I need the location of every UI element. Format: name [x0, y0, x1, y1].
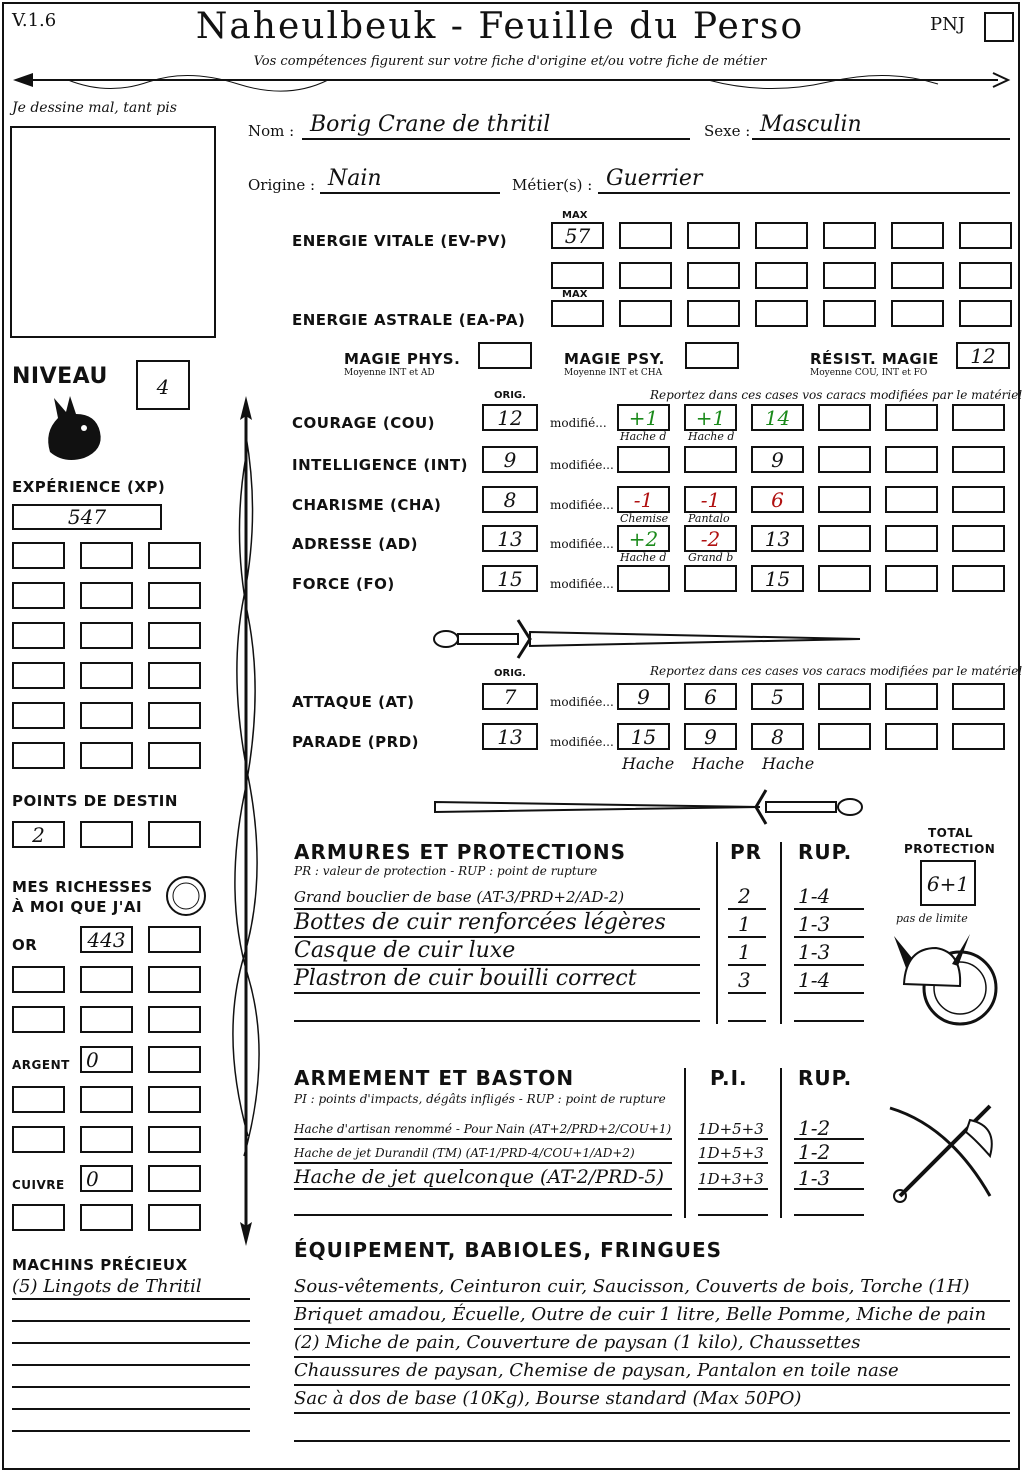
ea-row-box-1[interactable]	[551, 300, 604, 327]
precious-line	[12, 1364, 250, 1388]
stat-cha-box-3[interactable]	[751, 486, 804, 513]
stat-cou-box-6[interactable]	[952, 404, 1005, 431]
pnj-checkbox[interactable]	[984, 12, 1014, 42]
stat-int-box-6[interactable]	[952, 446, 1005, 473]
stat-int-orig: 9	[503, 448, 517, 472]
level-label: NIVEAU	[12, 364, 108, 389]
armor-title: ARMURES ET PROTECTIONS	[294, 840, 626, 864]
weapons-pi-header: P.I.	[710, 1066, 748, 1090]
job-value[interactable]: Guerrier	[606, 166, 703, 191]
stat-cou-orig-box[interactable]	[482, 404, 538, 431]
or-grid-box[interactable]	[80, 1006, 133, 1033]
xp-label: EXPÉRIENCE (XP)	[12, 478, 166, 496]
xp-grid-box[interactable]	[80, 662, 133, 689]
xp-grid-box[interactable]	[80, 622, 133, 649]
stat-fo-orig: 15	[497, 567, 523, 591]
helmet-shield-icon	[890, 928, 1000, 1038]
stat-cha-value-2: -1	[700, 488, 721, 512]
weapon-row-name-1[interactable]: Hache d'artisan renommé - Pour Nain (AT+2/PRD+2/COU+1)	[294, 1122, 672, 1136]
name-value[interactable]: Borig Crane de thritil	[310, 112, 551, 137]
combat-prd-box-1[interactable]	[617, 723, 670, 750]
combat-at-value-3: 5	[771, 685, 784, 709]
stat-cou-label: COURAGE (COU)	[292, 414, 436, 432]
portrait-caption: Je dessine mal, tant pis	[12, 100, 177, 116]
crossed-weapons-icon	[880, 1096, 1006, 1212]
armor-row-name-2[interactable]: Bottes de cuir renforcées légères	[294, 910, 666, 935]
combat-at-orig-box[interactable]	[482, 683, 538, 710]
or-box[interactable]: 443	[80, 926, 133, 953]
combat-at-label: ATTAQUE (AT)	[292, 693, 415, 711]
destiny-label: POINTS DE DESTIN	[12, 792, 178, 810]
stat-int-box-5[interactable]	[885, 446, 938, 473]
stat-ad-value-3: 13	[764, 527, 791, 551]
weapon-line	[294, 1192, 672, 1216]
destiny-box-1[interactable]: 2	[12, 821, 65, 848]
stat-ad-orig: 13	[497, 527, 523, 551]
stat-ad-value-1: +2	[628, 527, 659, 551]
stat-cha-box-4[interactable]	[818, 486, 871, 513]
sword-icon-2	[430, 784, 870, 830]
combat-at-box-1[interactable]	[617, 683, 670, 710]
or-grid-box[interactable]	[148, 1006, 201, 1033]
armor-row-pr-4[interactable]: 3	[738, 968, 751, 992]
equipment-line-2[interactable]: Briquet amadou, Écuelle, Outre de cuir 1 litre, Belle Pomme, Miche de pain	[294, 1304, 987, 1325]
total-label-2: PROTECTION	[904, 842, 996, 856]
ev-row2-box-3[interactable]	[687, 262, 740, 289]
or-box-2[interactable]	[148, 926, 201, 953]
ea-label: ENERGIE ASTRALE (EA-PA)	[292, 311, 526, 329]
xp-grid-box[interactable]	[12, 622, 65, 649]
stat-cha-note-1: Chemise	[620, 512, 669, 525]
xp-grid-box[interactable]	[80, 742, 133, 769]
argent-grid-box[interactable]	[12, 1126, 65, 1153]
precious-label: MACHINS PRÉCIEUX	[12, 1256, 188, 1274]
argent-box[interactable]: 0	[80, 1046, 133, 1073]
weapon-row-pi-2[interactable]: 1D+5+3	[698, 1144, 764, 1162]
stat-ad-label: ADRESSE (AD)	[292, 535, 419, 553]
sheet-title: Naheulbeuk - Feuille du Perso	[195, 6, 805, 47]
xp-grid-box[interactable]	[148, 742, 201, 769]
magic-psy-box[interactable]	[685, 342, 739, 369]
armor-row-pr-1[interactable]: 2	[738, 884, 751, 908]
cuivre-box-5[interactable]	[148, 1204, 201, 1231]
ev-row2-box-7[interactable]	[959, 262, 1012, 289]
stat-ad-box-4[interactable]	[818, 525, 871, 552]
precious-line	[12, 1386, 250, 1410]
destiny-box-2[interactable]	[80, 821, 133, 848]
wealth-label-2: À MOI QUE J'AI	[12, 898, 143, 916]
name-label: Nom :	[248, 122, 295, 140]
armor-row-rup-2[interactable]: 1-3	[798, 912, 831, 936]
combat-prd-label: PARADE (PRD)	[292, 733, 420, 751]
job-label: Métier(s) :	[512, 176, 593, 194]
weapons-title: ARMEMENT ET BASTON	[294, 1066, 575, 1090]
equipment-line	[294, 1416, 1010, 1442]
ea-max-label: MAX	[562, 289, 588, 300]
argent-grid-box[interactable]	[80, 1126, 133, 1153]
armor-row-pr-3[interactable]: 1	[738, 940, 751, 964]
origin-label: Origine :	[248, 176, 316, 194]
weapon-rup-line	[794, 1192, 864, 1216]
cuivre-box-4[interactable]	[80, 1204, 133, 1231]
stat-fo-box-6[interactable]	[952, 565, 1005, 592]
xp-grid-box[interactable]	[148, 702, 201, 729]
armor-row-pr-2[interactable]: 1	[738, 912, 751, 936]
argent-label: ARGENT	[12, 1058, 70, 1072]
ev-row1-box-7[interactable]	[959, 222, 1012, 249]
combat-at-orig: 7	[503, 685, 517, 709]
ev-label: ENERGIE VITALE (EV-PV)	[292, 232, 508, 250]
version-label: V.1.6	[12, 10, 57, 31]
weapon-row-pi-3[interactable]: 1D+3+3	[698, 1170, 764, 1188]
stat-ad-value-2: -2	[700, 527, 721, 551]
cuivre-label: CUIVRE	[12, 1178, 65, 1192]
ev-row1-box-1[interactable]	[551, 222, 604, 249]
combat-at-box-5[interactable]	[885, 683, 938, 710]
stat-ad-note-1: Hache d	[620, 551, 667, 564]
cuivre-box[interactable]: 0	[80, 1165, 133, 1192]
stat-cou-box-3[interactable]	[751, 404, 804, 431]
stat-cou-modif-label: modifié...	[550, 416, 607, 430]
stat-int-box-1[interactable]	[617, 446, 670, 473]
sheet-subtitle: Vos compétences figurent sur votre fiche d'origine et/ou votre fiche de métier	[253, 54, 767, 69]
arrow-divider-icon	[8, 68, 1014, 98]
stat-ad-note-2: Grand b	[688, 551, 734, 564]
ea-row-box-5[interactable]	[823, 300, 876, 327]
orig-label-2: ORIG.	[494, 668, 526, 679]
combat-prd-value-2: 9	[704, 725, 717, 749]
total-protection-box[interactable]: 6+1	[920, 860, 976, 906]
resist-note: Moyenne COU, INT et FO	[810, 368, 928, 378]
stat-fo-orig-box[interactable]	[482, 565, 538, 592]
stat-int-orig-box[interactable]	[482, 446, 538, 473]
stat-cou-orig: 12	[497, 406, 523, 430]
argent-grid-box[interactable]	[80, 1086, 133, 1113]
armor-rup-header: RUP.	[798, 840, 853, 864]
stat-cha-box-1[interactable]	[617, 486, 670, 513]
stat-cou-value-3: 14	[764, 406, 791, 430]
stat-int-box-2[interactable]	[684, 446, 737, 473]
stat-ad-box-6[interactable]	[952, 525, 1005, 552]
precious-line	[12, 1320, 250, 1344]
armor-row-rup-4[interactable]: 1-4	[798, 968, 831, 992]
combat-prd-box-2[interactable]	[684, 723, 737, 750]
ev-row1-box-5[interactable]	[823, 222, 876, 249]
xp-grid-box[interactable]	[12, 582, 65, 609]
stat-cha-box-6[interactable]	[952, 486, 1005, 513]
stat-cou-note-2: Hache d	[688, 430, 735, 443]
precious-line	[12, 1298, 250, 1322]
combat-prd-value-3: 8	[771, 725, 784, 749]
weapon-pi-line	[698, 1192, 768, 1216]
weapon-row-rup-3[interactable]: 1-3	[798, 1166, 831, 1190]
combat-prd-box-4[interactable]	[818, 723, 871, 750]
magic-phys-box[interactable]	[478, 342, 532, 369]
armor-pr-line	[728, 994, 766, 1022]
magic-phys-label: MAGIE PHYS.	[344, 350, 461, 368]
combat-prd-box-5[interactable]	[885, 723, 938, 750]
equipment-title: ÉQUIPEMENT, BABIOLES, FRINGUES	[294, 1238, 723, 1262]
stat-fo-box-3[interactable]	[751, 565, 804, 592]
stat-cha-box-2[interactable]	[684, 486, 737, 513]
ev-row1-box-4[interactable]	[755, 222, 808, 249]
armor-row-name-3[interactable]: Casque de cuir luxe	[294, 938, 516, 963]
argent-grid-box[interactable]	[12, 1086, 65, 1113]
stat-fo-label: FORCE (FO)	[292, 575, 395, 593]
precious-line	[12, 1276, 250, 1300]
coin-icon	[164, 874, 208, 918]
stat-cou-box-2[interactable]	[684, 404, 737, 431]
cuivre-box-2[interactable]	[148, 1165, 201, 1192]
combat-at-value-1: 9	[637, 685, 650, 709]
precious-line	[12, 1408, 250, 1432]
sword-icon	[430, 614, 870, 664]
orig-label: ORIG.	[494, 390, 526, 401]
pnj-label: PNJ	[930, 14, 966, 35]
weapon-note-1: Hache	[622, 754, 675, 773]
ev-row1-box-3[interactable]	[687, 222, 740, 249]
xp-grid-box[interactable]	[80, 582, 133, 609]
precious-line	[12, 1342, 250, 1366]
armor-note: PR : valeur de protection - RUP : point de rupture	[294, 864, 598, 878]
ev-row2-box-2[interactable]	[619, 262, 672, 289]
magic-psy-label: MAGIE PSY.	[564, 350, 665, 368]
xp-grid-box[interactable]	[80, 542, 133, 569]
report-note: Reportez dans ces cases vos caracs modifiées par le matériel	[650, 388, 1023, 402]
combat-at-box-6[interactable]	[952, 683, 1005, 710]
combat-at-box-4[interactable]	[818, 683, 871, 710]
stat-int-modif-label: modifiée...	[550, 458, 614, 472]
cuivre-box-3[interactable]	[12, 1204, 65, 1231]
magic-phys-note: Moyenne INT et AD	[344, 368, 435, 378]
weapons-rup-header: RUP.	[798, 1066, 853, 1090]
spear-icon	[226, 396, 266, 1246]
destiny-box-3[interactable]	[148, 821, 201, 848]
xp-grid-box[interactable]	[12, 662, 65, 689]
stat-cha-note-2: Pantalo	[688, 512, 730, 525]
stat-fo-box-5[interactable]	[885, 565, 938, 592]
stat-cha-orig-box[interactable]	[482, 486, 538, 513]
magic-psy-note: Moyenne INT et CHA	[564, 368, 663, 378]
stat-fo-modif-label: modifiée...	[550, 577, 614, 591]
ea-row-box-7[interactable]	[959, 300, 1012, 327]
armor-rup-line	[794, 994, 864, 1022]
weapon-row-name-2[interactable]: Hache de jet Durandil (TM) (AT-1/PRD-4/COU+1/AD+2)	[294, 1146, 635, 1160]
xp-grid-box[interactable]	[148, 582, 201, 609]
or-grid-box[interactable]	[80, 966, 133, 993]
stat-fo-box-2[interactable]	[684, 565, 737, 592]
origin-value[interactable]: Nain	[328, 166, 382, 191]
stat-fo-box-1[interactable]	[617, 565, 670, 592]
ev-row2-box-6[interactable]	[891, 262, 944, 289]
stat-fo-value-3: 15	[764, 567, 791, 591]
stat-int-box-4[interactable]	[818, 446, 871, 473]
weapon-row-rup-1[interactable]: 1-2	[798, 1116, 831, 1140]
stat-ad-box-2[interactable]	[684, 525, 737, 552]
stat-cou-value-1: +1	[628, 406, 659, 430]
ev-row2-box-4[interactable]	[755, 262, 808, 289]
stat-cha-label: CHARISME (CHA)	[292, 496, 442, 514]
limit-note: pas de limite	[896, 912, 968, 925]
stat-ad-modif-label: modifiée...	[550, 537, 614, 551]
combat-prd-box-6[interactable]	[952, 723, 1005, 750]
armor-row-name-4[interactable]: Plastron de cuir bouilli correct	[294, 966, 637, 991]
report-note-2: Reportez dans ces cases vos caracs modifiées par le matériel	[650, 664, 1023, 678]
armor-row-name-1[interactable]: Grand bouclier de base (AT-3/PRD+2/AD-2)	[294, 888, 625, 906]
xp-grid-box[interactable]	[148, 542, 201, 569]
stat-ad-orig-box[interactable]	[482, 525, 538, 552]
stat-cha-value-3: 6	[771, 488, 784, 512]
stat-int-value-3: 9	[771, 448, 784, 472]
stat-cou-box-4[interactable]	[818, 404, 871, 431]
or-grid-box[interactable]	[148, 966, 201, 993]
level-box[interactable]: 4	[136, 360, 190, 410]
argent-box-2[interactable]	[148, 1046, 201, 1073]
equipment-line-3[interactable]: (2) Miche de pain, Couverture de paysan (1 kilo), Chaussettes	[294, 1332, 861, 1353]
combat-prd-value-1: 15	[630, 725, 657, 749]
armor-line	[294, 994, 700, 1022]
ea-row-box-4[interactable]	[755, 300, 808, 327]
weapon-row-rup-2[interactable]: 1-2	[798, 1140, 831, 1164]
stat-cha-value-1: -1	[633, 488, 654, 512]
ea-row-box-6[interactable]	[891, 300, 944, 327]
stat-ad-box-5[interactable]	[885, 525, 938, 552]
weapons-note: PI : points d'impacts, dégâts infligés - RUP : point de rupture	[294, 1092, 666, 1106]
ev-row1-box-6[interactable]	[891, 222, 944, 249]
xp-grid-box[interactable]	[148, 622, 201, 649]
armor-row-rup-3[interactable]: 1-3	[798, 940, 831, 964]
ev-row1-value: 57	[564, 224, 591, 248]
armor-pr-header: PR	[730, 840, 763, 864]
weapon-note-3: Hache	[762, 754, 815, 773]
argent-grid-box[interactable]	[148, 1086, 201, 1113]
stat-ad-box-3[interactable]	[751, 525, 804, 552]
resist-box[interactable]: 12	[956, 342, 1010, 369]
equipment-line-4[interactable]: Chaussures de paysan, Chemise de paysan, Pantalon en toile nase	[294, 1360, 899, 1381]
ea-row-box-3[interactable]	[687, 300, 740, 327]
dragon-icon	[40, 392, 106, 464]
combat-at-modif-label: modifiée...	[550, 695, 614, 709]
stat-cou-box-5[interactable]	[885, 404, 938, 431]
stat-cou-box-1[interactable]	[617, 404, 670, 431]
or-label: OR	[12, 936, 38, 954]
equipment-line-1[interactable]: Sous-vêtements, Ceinturon cuir, Saucisson, Couverts de bois, Torche (1H)	[294, 1276, 970, 1297]
xp-box[interactable]: 547	[12, 504, 162, 530]
wealth-label-1: MES RICHESSES	[12, 878, 153, 896]
total-label-1: TOTAL	[928, 826, 974, 840]
stat-cha-orig: 8	[503, 488, 517, 512]
combat-prd-modif-label: modifiée...	[550, 735, 614, 749]
ev-row1-box-2[interactable]	[619, 222, 672, 249]
stat-cou-value-2: +1	[695, 406, 726, 430]
sex-value[interactable]: Masculin	[760, 112, 862, 137]
xp-grid-box[interactable]	[12, 702, 65, 729]
xp-grid-box[interactable]	[12, 742, 65, 769]
stat-fo-box-4[interactable]	[818, 565, 871, 592]
combat-at-box-2[interactable]	[684, 683, 737, 710]
combat-at-box-3[interactable]	[751, 683, 804, 710]
combat-prd-box-3[interactable]	[751, 723, 804, 750]
resist-label: RÉSIST. MAGIE	[810, 350, 940, 368]
stat-cha-modif-label: modifiée...	[550, 498, 614, 512]
ev-row2-box-5[interactable]	[823, 262, 876, 289]
armor-row-rup-1[interactable]: 1-4	[798, 884, 831, 908]
weapon-row-name-3[interactable]: Hache de jet quelconque (AT-2/PRD-5)	[294, 1166, 664, 1188]
xp-grid-box[interactable]	[80, 702, 133, 729]
argent-grid-box[interactable]	[148, 1126, 201, 1153]
weapon-row-pi-1[interactable]: 1D+5+3	[698, 1120, 764, 1138]
stat-cha-box-5[interactable]	[885, 486, 938, 513]
stat-ad-box-1[interactable]	[617, 525, 670, 552]
xp-grid-box[interactable]	[12, 542, 65, 569]
ev-max-label: MAX	[562, 210, 588, 221]
stat-int-box-3[interactable]	[751, 446, 804, 473]
sex-label: Sexe :	[704, 122, 751, 140]
combat-prd-orig: 13	[497, 725, 523, 749]
or-grid-box[interactable]	[12, 966, 65, 993]
combat-at-value-2: 6	[704, 685, 717, 709]
ea-row-box-2[interactable]	[619, 300, 672, 327]
precious-item-1[interactable]: (5) Lingots de Thritil	[12, 1276, 202, 1297]
combat-prd-orig-box[interactable]	[482, 723, 538, 750]
equipment-line-5[interactable]: Sac à dos de base (10Kg), Bourse standard (Max 50PO)	[294, 1388, 802, 1409]
weapon-note-2: Hache	[692, 754, 745, 773]
xp-grid-box[interactable]	[148, 662, 201, 689]
stat-cou-note-1: Hache d	[620, 430, 667, 443]
portrait-box[interactable]	[10, 126, 216, 338]
ev-row2-box-1[interactable]	[551, 262, 604, 289]
or-grid-box[interactable]	[12, 1006, 65, 1033]
stat-int-label: INTELLIGENCE (INT)	[292, 456, 468, 474]
